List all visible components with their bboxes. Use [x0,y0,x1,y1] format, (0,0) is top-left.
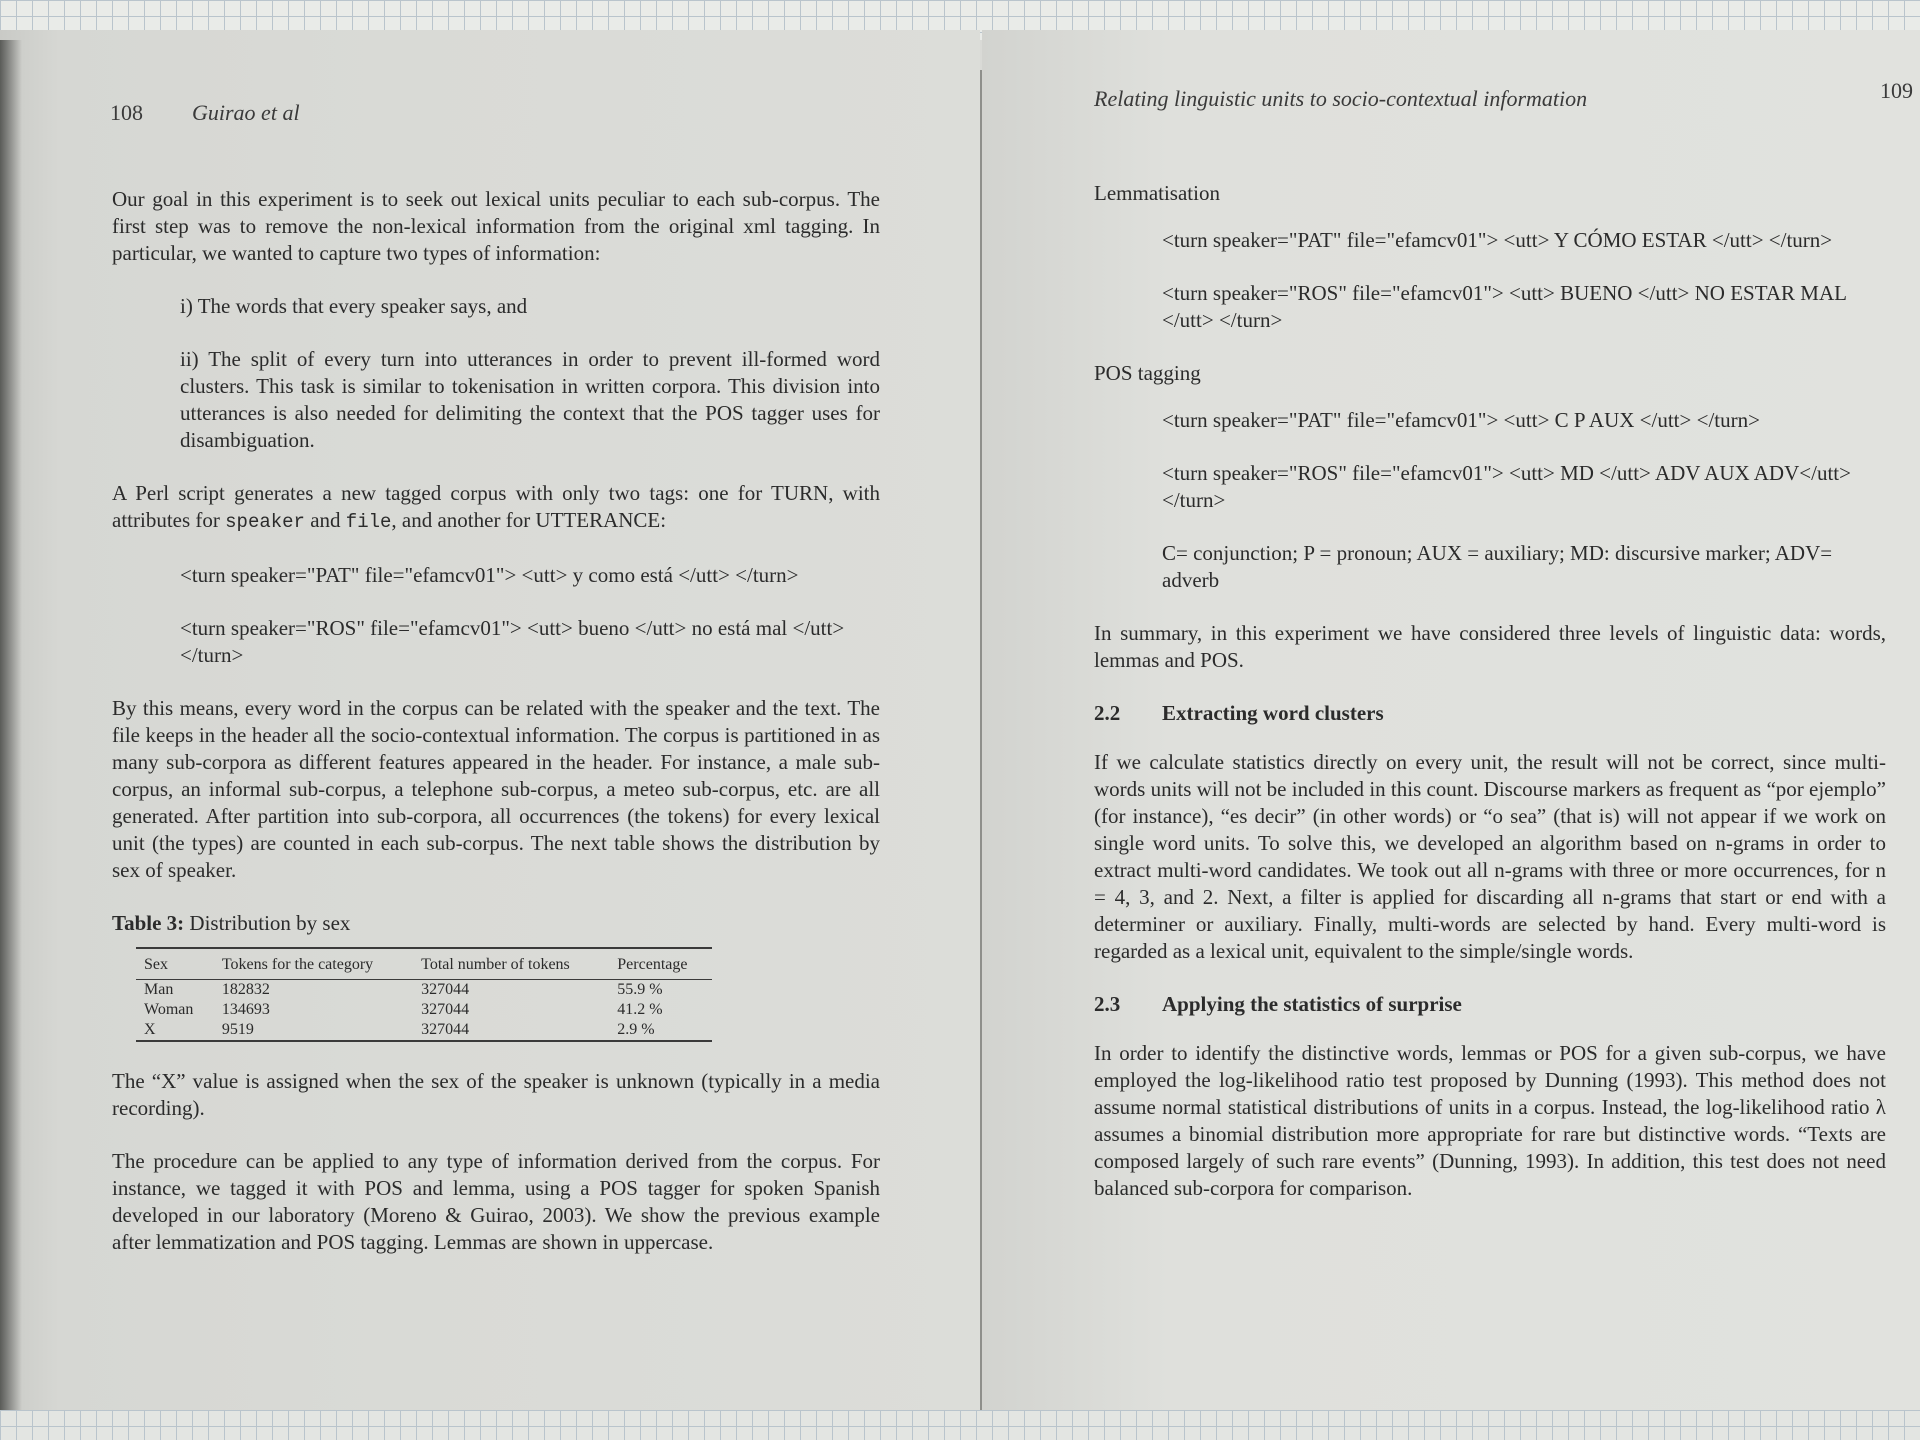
perl-text-c: , and another for UTTERANCE: [391,508,667,532]
table-cell: 182832 [221,981,270,998]
table-header-row [136,948,712,980]
perl-text-b: and [304,508,346,532]
pos-tagging-heading: POS tagging [1094,361,1201,385]
code-speaker: speaker [225,511,305,533]
table-cell: 327044 [421,1001,470,1018]
lemmatisation-heading: Lemmatisation [1094,181,1220,205]
left-column [112,186,880,1282]
table-caption-text: Distribution by sex [184,911,351,935]
table-cell: 41.2 % [617,1001,663,1018]
table-header-cell: Total number of tokens [413,948,609,980]
section-number: 2.3 [1094,992,1121,1016]
table-cell: 134693 [221,1001,270,1018]
table-cell: Woman [144,1001,194,1018]
table-cell: X [144,1021,156,1038]
section-number: 2.2 [1094,701,1121,725]
section-title: Applying the statistics of surprise [1162,992,1462,1016]
page-edge-shadow [0,40,22,1440]
left-running-head: Guirao et al [192,100,300,125]
table-row [136,1000,712,1020]
summary-paragraph: In summary, in this experiment we have considered three levels of linguistic data: words, lemmas and POS. [1094,621,1886,672]
table-header-cell: Percentage [609,948,712,980]
table-row [136,980,712,1001]
table-header-cell: Sex [136,948,214,980]
table-cell: 327044 [421,1021,470,1038]
table-cell: 55.9 % [617,981,663,998]
table-cell: 327044 [421,981,470,998]
lemma-example-2: <turn speaker="ROS" file="efamcv01"> <utt> BUENO </utt> NO ESTAR MAL </utt> </turn> [1162,281,1847,332]
table-caption [112,910,880,937]
code-file: file [345,511,392,533]
pos-example-2: <turn speaker="ROS" file="efamcv01"> <utt> MD </utt> ADV AUX ADV</utt> </turn> [1162,461,1851,512]
turn-example-1: <turn speaker="PAT" file="efamcv01"> <utt> y como está </utt> </turn> [180,563,799,587]
perl-script-paragraph [112,480,880,536]
partition-paragraph: By this means, every word in the corpus can be related with the speaker and the text. The file keeps in the header all the socio-contextual information. The corpus is partitioned in as many sub-corpora as different features appeared in the header. For instance, a male sub-corpus, an informal sub-corpus, a telephone sub-corpus, a meteo sub-corpus, etc. are all generated. After partition into sub-corpora, all occurrences (the tokens) for every lexical unit (the types) are counted in each sub-corpus. The next table shows the distribution by sex of speaker. [112,696,880,882]
table-header-cell: Tokens for the category [214,948,413,980]
turn-example-2: <turn speaker="ROS" file="efamcv01"> <utt> bueno </utt> no está mal </utt> </turn> [180,616,845,667]
table-cell: 9519 [221,1021,254,1038]
section-title: Extracting word clusters [1162,701,1384,725]
table-cell: Man [144,981,174,998]
distribution-table [136,947,712,1042]
right-running-head: Relating linguistic units to socio-contextual information [1094,86,1588,111]
word-clusters-paragraph: If we calculate statistics directly on every unit, the result will not be correct, since multi-words units will not be included in this count. Discourse markers as frequent as “por ejemplo” (for instance), “es decir” (in other words) or “o sea” (that is) will not appear if we work on single word units. To solve this, we developed an algorithm based on n-grams in order to extract multi-word candidates. We took out all n-grams with three or more occurrences, for n = 4, 3, and 2. Next, a filter is applied for discarding all n-grams that start or end with a determiner or auxiliary. Finally, multi-words are selected by hand. Every multi-word is regarded as a lexical unit, equivalent to the simple/single words. [1094,750,1886,963]
graph-paper-background-bottom [0,1410,1920,1440]
book-spine [980,70,982,1440]
x-value-paragraph: The “X” value is assigned when the sex of the speaker is unknown (typically in a media recording). [112,1069,880,1120]
list-item-2: ii) The split of every turn into utterances in order to prevent ill-formed word clusters. This task is similar to tokenisation in written corpora. This division into utterances is also needed for delimiting the context that the POS tagger uses for disambiguation. [180,347,880,452]
lemma-example-1: <turn speaker="PAT" file="efamcv01"> <utt> Y CÓMO ESTAR </utt> </turn> [1162,228,1833,252]
section-2-2-heading [1094,700,1886,727]
intro-paragraph: Our goal in this experiment is to seek out lexical units peculiar to each sub-corpus. The first step was to remove the non-lexical information from the original xml tagging. In particular, we wanted to capture two types of information: [112,187,880,265]
right-page-number: 109 [1880,78,1913,103]
pos-example-1: <turn speaker="PAT" file="efamcv01"> <utt> C P AUX </utt> </turn> [1162,408,1760,432]
left-page-number: 108 [110,100,143,125]
table-cell: 2.9 % [617,1021,655,1038]
list-item-1: i) The words that every speaker says, and [180,294,528,318]
section-2-3-heading [1094,991,1886,1018]
perl-text-a: A Perl script generates a new tagged corpus with only two tags: one for TURN, with attributes for [112,481,880,532]
table-label: Table 3: [112,911,185,935]
pos-legend: C= conjunction; P = pronoun; AUX = auxiliary; MD: discursive marker; ADV= adverb [1162,541,1833,592]
surprise-statistics-paragraph: In order to identify the distinctive words, lemmas or POS for a given sub-corpus, we have employed the log-likelihood ratio test proposed by Dunning (1993). This method does not assume normal statistical distributions of units in a corpus. Instead, the log-likelihood ratio λ assumes a binomial distribution more appropriate for rare but distinctive words. “Texts are composed largely of such rare events” (Dunning, 1993). In addition, this test does not need balanced sub-corpora for comparison. [1094,1041,1886,1200]
right-column [1094,180,1886,1228]
procedure-paragraph: The procedure can be applied to any type of information derived from the corpus. For instance, we tagged it with POS and lemma, using a POS tagger for spoken Spanish developed in our laboratory (Moreno & Guirao, 2003). We show the previous example after lemmatization and POS tagging. Lemmas are shown in uppercase. [112,1149,880,1254]
table-row [136,1020,712,1041]
